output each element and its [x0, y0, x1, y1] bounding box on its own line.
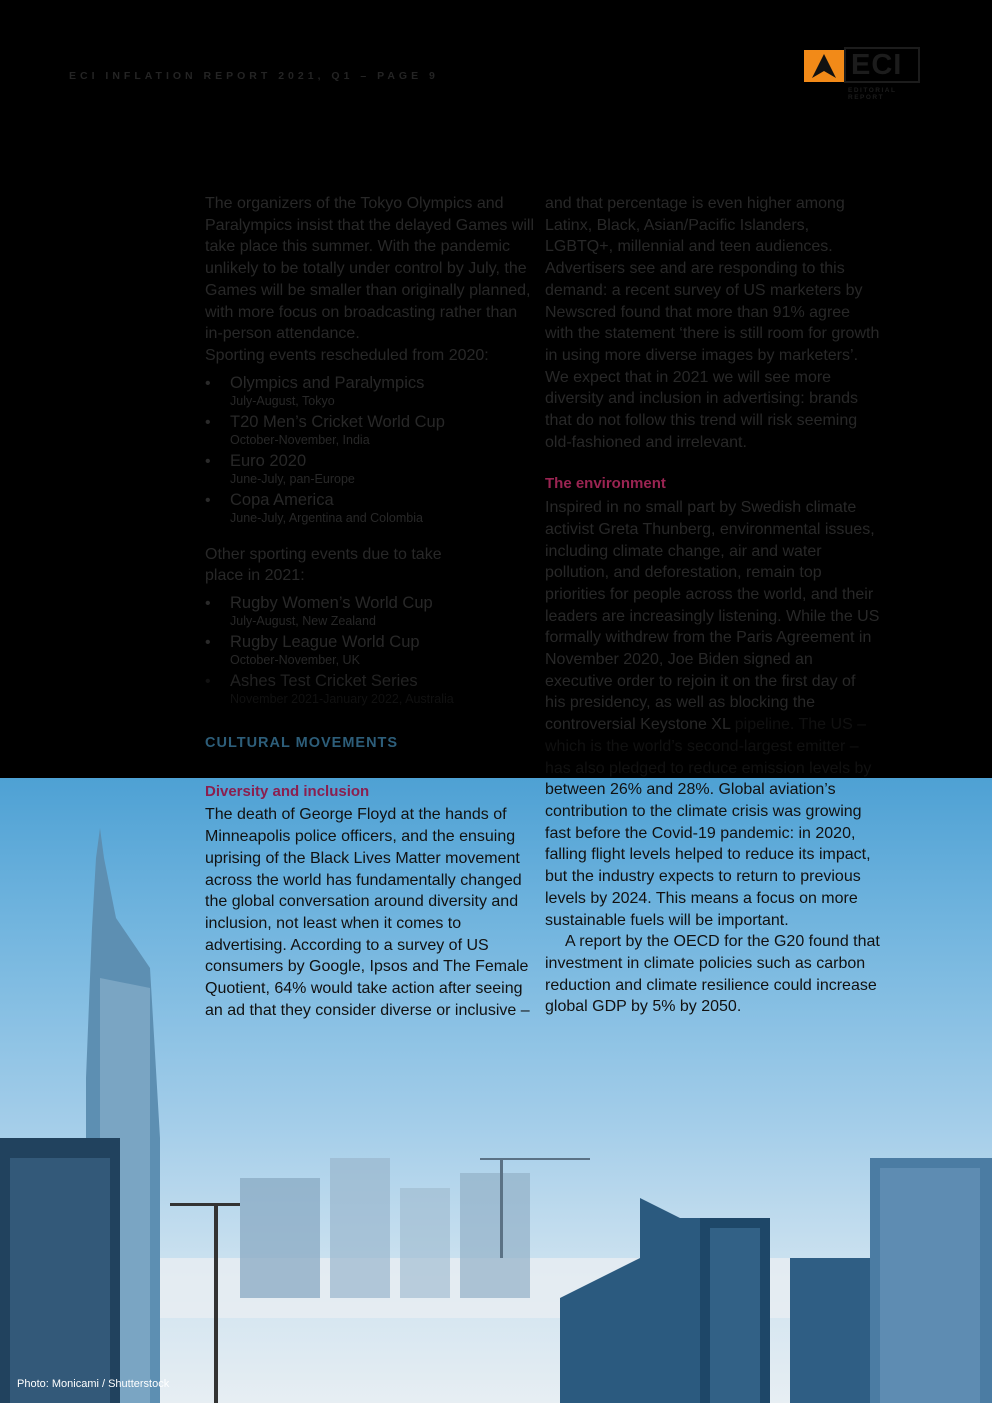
right-column [545, 193, 880, 1018]
event-detail: June-July, pan-Europe [230, 471, 355, 486]
list-item [205, 490, 535, 526]
diversity-paragraph: The death of George Floyd at the hands of Minneapolis police officers, and the ensuing uprising of the Black Lives Matter movement across the world has fundamentally changed the global conversation around diversity and inclusion, not least when it comes to advertising. According to a survey of US consumers by Google, Ipsos and The Female Quotient, 64% would take action after seeing an ad that they consider diverse or inclusive – [205, 806, 530, 1019]
logo-subtitle: EDITORIAL REPORT [848, 87, 897, 101]
other-events-heading: Other sporting events due to take place in 2021: [205, 545, 442, 585]
event-title: • Rugby Women’s World Cup [230, 594, 433, 613]
event-title: • Ashes Test Cricket Series [230, 672, 418, 691]
event-title: • T20 Men’s Cricket World Cup [230, 412, 445, 431]
list-item [205, 671, 460, 707]
event-title: • Euro 2020 [230, 451, 307, 470]
intro-paragraph: The organizers of the Tokyo Olympics and Paralympics insist that the delayed Games will take place this summer. With the pandemic unlikely to be totally under control by July, the Games will be smaller than originally planned, with more focus on broadcasting rather than in-person attendance. [205, 195, 535, 343]
environment-paragraph [545, 497, 880, 931]
oecd-paragraph: A report by the OECD for the G20 found that investment in climate policies such as carbon reduction and climate resilience could increase global GDP by 5% by 2050. [545, 933, 880, 1016]
event-detail: June-July, Argentina and Colombia [230, 510, 423, 525]
event-detail: October-November, UK [230, 653, 360, 668]
logo-letters: ECI [851, 49, 903, 81]
environment-text-dark-area: Inspired in no small part by Swedish climate activist Greta Thunberg, environmental issues, including climate change, air and water pollution, and deforestation, remain top priorities for people across the world, and their leaders are increasingly listening. While the US formally withdrew from the Paris Agreement in November 2020, Joe Biden signed an executive order to rejoin it on the first day of his presidency, as well as blocking the controversial Keystone XL [545, 499, 880, 734]
event-title: • Rugby League World Cup [230, 633, 420, 652]
continuation-paragraph: and that percentage is even higher among Latinx, Black, Asian/Pacific Islanders, LGBTQ+, millennial and teen audiences. Advertisers see and are responding to this demand: a recent survey of US marketers by Newscred found that more than 91% agree with the statement ‘there is still room for growth in using more diverse images by marketers’. We expect that in 2021 we will see more diversity and inclusion in advertising: brands that do not follow this trend will risk seeming old-fashioned and irrelevant. [545, 195, 880, 451]
photo-credit: Photo: Monicami / Shutterstock [17, 1378, 170, 1390]
event-detail: October-November, India [230, 432, 370, 447]
environment-heading: The environment [545, 475, 666, 493]
arrow-icon [804, 50, 844, 82]
running-header: ECI INFLATION REPORT 2021, Q1 – PAGE 9 [69, 70, 439, 82]
list-item [205, 373, 535, 409]
event-detail: July-August, Tokyo [230, 393, 335, 408]
logo-mark [804, 50, 844, 82]
rescheduled-list [205, 373, 535, 526]
other-events-list [205, 593, 535, 707]
event-title: • Copa America [230, 490, 334, 509]
environment-text-photo-area: pipeline. The US – which is the world’s second-largest emitter – has also pledged to reduce emission levels by between 26% and 28%. Global aviation’s contribution to the climate crisis was growing fast before the Covid-19 pandemic: in 2020, falling flight levels helped to reduce its impact, but the industry expects to return to previous levels by 2024. This means a focus on more sustainable fuels will be important. [545, 716, 872, 929]
event-detail: November 2021-January 2022, Australia [230, 692, 454, 707]
event-detail: July-August, New Zealand [230, 614, 376, 629]
list-item [205, 632, 535, 668]
rescheduled-heading: Sporting events rescheduled from 2020: [205, 346, 489, 364]
list-item [205, 412, 535, 448]
left-column [205, 193, 535, 1021]
list-item [205, 451, 535, 487]
event-title: • Olympics and Paralympics [230, 373, 425, 392]
section-heading: CULTURAL MOVEMENTS [205, 735, 399, 752]
eci-logo [804, 47, 924, 99]
list-item [205, 593, 535, 629]
diversity-heading: Diversity and inclusion [205, 782, 370, 800]
